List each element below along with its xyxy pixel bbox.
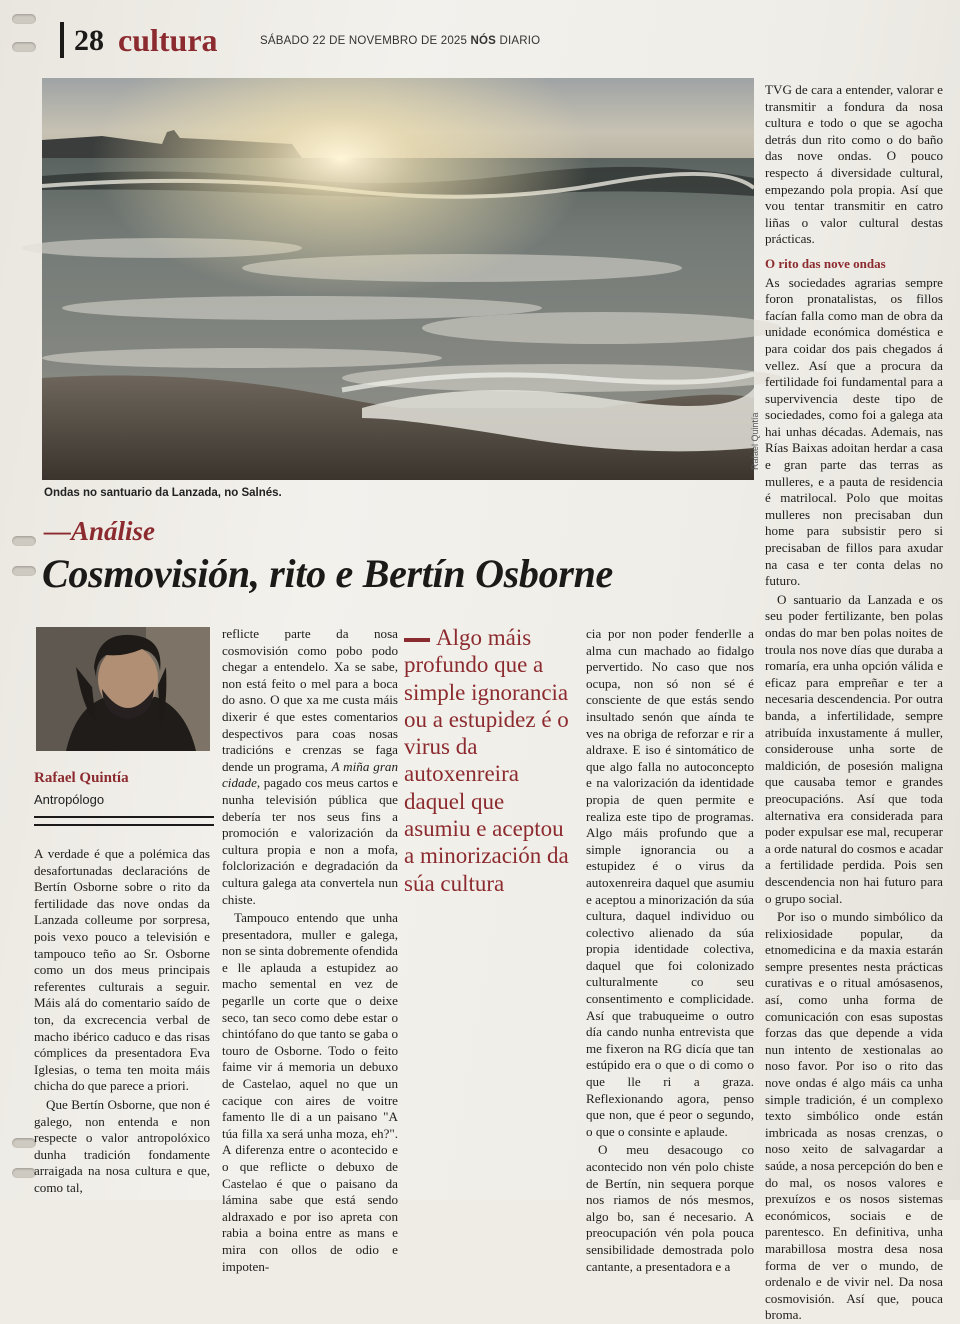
author-divider — [34, 816, 214, 826]
paragraph: Tampouco entendo que unha presentadora, muller e galega, non se sinta dobremente ofendida e lle aplauda a estupidez ao macho semental en vez de pegarlle un corte que o deixe seco, tan seco como debe estar o chintófano do que tanto se gaba o touro de Osborne. Todo o feito faime vir á memoria un debuxo de Castelao, aquel no que un cacique con aires de voitre famento lle di a un paisano "A túa filla xa será unha moza, eh?". A diferenza entre o acontecido e o que reflicte o debuxo de Castelao é que o paisano da lámina sabe que está sendo aldraxado e por iso apreta con rabia a boina entre as mans e mira con ollos de odio e impoten- — [222, 910, 398, 1274]
article-column-1 — [34, 846, 210, 1196]
issue-date — [260, 35, 540, 47]
date-text: SÁBADO 22 DE NOVEMBRO DE 2025 — [260, 35, 468, 47]
pull-quote-dash — [404, 638, 430, 642]
paragraph: TVG de cara a entender, valorar e transmitir a fondura da nosa cultura e todo o que se agocha detrás dun rito como o do baño das nove ondas. O pouco respecto á diversidade cultural, empezando pola propia. Así que vou tentar transmitir en catro liñas o valor cultural destas prácticas. — [765, 82, 943, 247]
author-portrait — [36, 627, 210, 751]
paragraph: Que Bertín Osborne, que non é galego, non entenda e non respecte o valor antropolóxico dunha tradición fondamente arraigada na nosa cultura e que, como tal, — [34, 1096, 210, 1195]
article-column-5 — [765, 82, 943, 1324]
article-column-2 — [222, 626, 398, 1275]
author-role: Antropólogo — [34, 792, 105, 807]
article-title: Cosmovisión, rito e Bertín Osborne — [42, 551, 613, 596]
paragraph: As sociedades agrarias sempre foron pronatalistas, os fillos facían falla como man de obra da unidade económica doméstica e para coidar dos pais chegados á vellez. Así que a procura da fertilidade foi fundamental para a supervivencia deste tipo de sociedades, como foi a galega ata hai unhas décadas. Ademais, nas Rías Baixas adoitan herdar a casa e gran parte das terras as mulleres, e a pauta de residencia é matrilocal. Polo que moitas mulleres non precisaban dun home para subsistir pero si precisaban de fillos para axudar na casa e ter conta delas no futuro. — [765, 274, 943, 589]
paragraph: O meu desacougo co acontecido non vén polo chiste de Bertín, nin sequera porque nos riamos de nós mesmos, algo bo, san é necesario. A preocupación vén pola pouca sensibilidade demostrada polo cantante, a presentadora e a — [586, 1142, 754, 1274]
author-portrait-illustration — [36, 627, 210, 751]
paragraph-text: , pagado cos meus cartos e nunha televisión pública que debería ter nos seus fins a promoción e valorización da cultura propia e non a mofa, folclorización e degradación da cultura galega ata convertela nun chiste. — [222, 775, 398, 907]
paragraph-text: reflicte parte da nosa cosmovisión como pobo podo chegar a entendelo. Xa se sabe, non está feito o mel para a boca do asno. O que xa me custa máis dixerir é que estes comentarios despectivos para coas nosas tradicións e crenzas se faga dende un programa, — [222, 626, 398, 774]
paragraph: Por iso o mundo simbólico da relixiosidade popular, da etnomedicina e da maxia estarán sempre presentes nesta prácticas curativas e o ritual amósasenos, así, como unha forma de comunicación con esas supostas forzas das que depende a vida nun intento de xestionalas ao noso favor. Por iso o rito das nove ondas é algo máis ca unha simple tradición, é un complexo texto simbólico onde están imbricada as nosas crenzas, o noso xeito de salvagardar a saúde, a nosa percepción do ben e do mal, os nosos valores e prexuízos e os nosos sistemas económicos, sociais e de parentesco. En definitiva, unha marabillosa mostra desa nosa forma de ver o mundo, de ordenalo e de vivir nel. Da nosa cosmovisión. Así que, pouca broma. — [765, 909, 943, 1323]
photo-caption: Ondas no santuario da Lanzada, no Salnés. — [44, 487, 282, 499]
photo-credit: Rafael Quintía — [750, 412, 760, 470]
pull-quote-text: Algo máis profundo que a simple ignorancia ou a estupidez é o virus da autoxenreira daquel que asumiu e aceptou a minorización da súa cultura — [404, 625, 569, 896]
binder-hole — [12, 42, 36, 52]
waves-illustration — [42, 78, 754, 480]
subheading: O rito das nove ondas — [765, 255, 886, 271]
brand-suffix: DIARIO — [499, 35, 541, 47]
paragraph — [222, 626, 398, 908]
header-bar — [60, 22, 64, 58]
paragraph: O santuario da Lanzada e os seu poder fertilizante, ben polas ondas do mar ben polas noites de troula nos nove días que duraba a romaría, era unha opción válida e eficaz para empreñar e ter a necesaria descendencia. Por outra banda, a infertilidade, sempre atribuída inxustamente á muller, considerouse unha sorte de maldición, de posesión maligna que causaba temor e grandes preocupacións. Así que toda alternativa era considerada para poder expulsar ese mal, recuperar a orde natural do cosmos e acadar a fertilidade perdida. Pois sen descendencia non hai futuro para o grupo social. — [765, 591, 943, 906]
pull-quote — [404, 624, 574, 897]
binder-hole — [12, 14, 36, 24]
article-column-4 — [586, 626, 754, 1275]
binder-hole — [12, 536, 36, 546]
program-title: A miña gran cidade — [222, 758, 399, 791]
binder-hole — [12, 1168, 36, 1178]
section-name: cultura — [118, 22, 218, 58]
paragraph: cia por non poder fenderlle a alma cun machado ao fidalgo pervertido. No caso que nos ocupa, non só non sé é consciente de que estás sendo insultado senón que aínda te ves na obriga de reforzar e rir a aldraxe. E iso é sintomático de que algo falla no autoconcepto e na valorización da identidade propia de quen permite e realiza este tipo de programas. Algo máis profundo que a simple ignorancia ou a estupidez é o virus da autoxenreira daquel que asumiu e aceptou a minorización da súa cultura, daquel individuo ou colectivo alienado da súa propia identidade colectiva, daquel que foi colonizado culturalmente co seu consentimento e complicidade. Así que trabuqueime o outro día cando nunha entrevista que me fixeron na RG dicía que tan estúpido era o que o di como o que lle ri a graza. Reflexionando agora, penso que non, que é peor o segundo, o que o consinte e aplaude. — [586, 626, 754, 1139]
binder-hole — [12, 566, 36, 576]
paragraph: A verdade é que a polémica das desafortunadas declaracións de Bertín Osborne sobre o rito da fertilidade das nove ondas da Lanzada colleume por sorpresa, pois vexo pouco a televisión e tampouco teño ao Sr. Osborne como un dos meus principais referentes culturais a seguir. Máis alá do comentario saído de ton, da excrecencia verbal de macho ibérico caduco e das risas cómplices da presentadora Eva Iglesias, o tema ten moita máis chicha do que parece a priori. — [34, 846, 210, 1094]
binder-hole — [12, 1138, 36, 1148]
lead-photo-ocean-waves — [42, 78, 754, 480]
page-number: 28 — [74, 24, 104, 57]
article-kicker: —Análise — [44, 516, 156, 546]
page-header — [60, 18, 960, 62]
brand-name: NÓS — [470, 35, 497, 47]
author-name: Rafael Quintía — [34, 770, 129, 786]
